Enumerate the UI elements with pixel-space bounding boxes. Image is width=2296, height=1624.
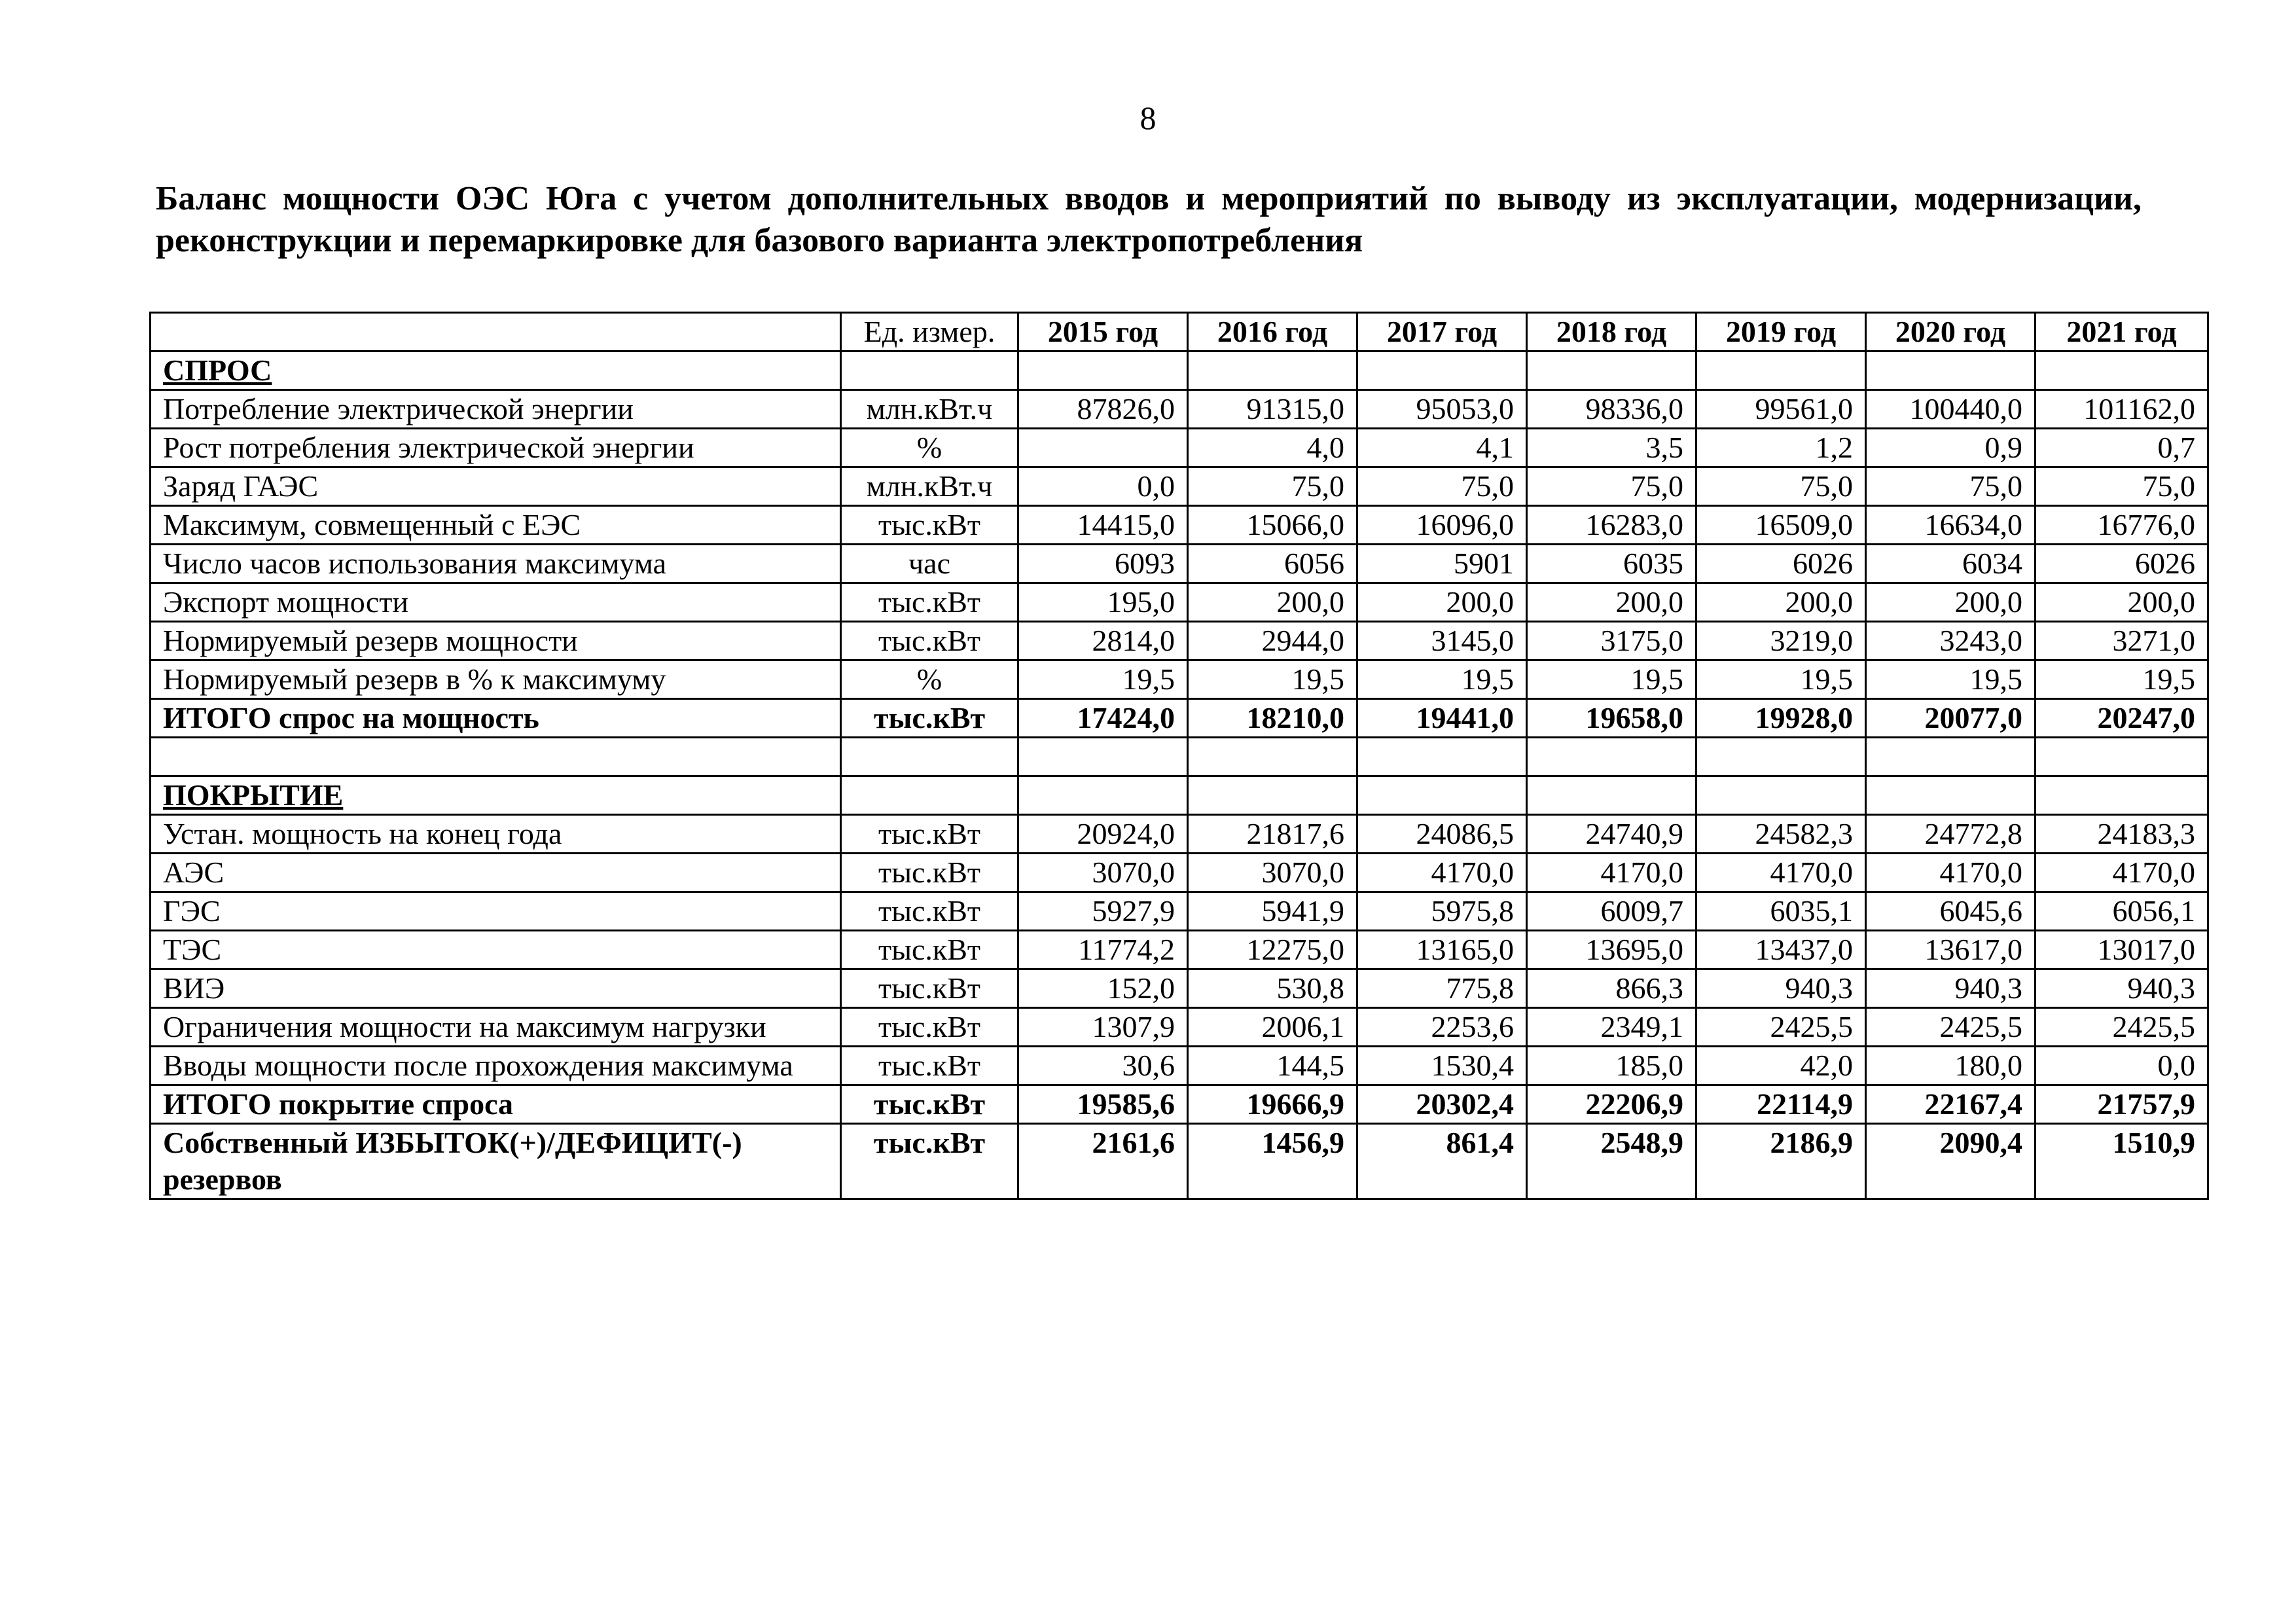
value-cell: [1357, 738, 1527, 776]
value-cell: 13617,0: [1866, 931, 2036, 969]
row-unit-cell: тыс.кВт: [841, 931, 1018, 969]
value-cell: 2814,0: [1018, 622, 1188, 660]
value-cell: 2006,1: [1188, 1008, 1357, 1047]
value-cell: 22114,9: [1696, 1085, 1866, 1124]
row-name-cell: Число часов использования максимума: [151, 545, 841, 583]
value-cell: [1866, 738, 2036, 776]
value-cell: 75,0: [1696, 467, 1866, 506]
row-name-cell: ПОКРЫТИЕ: [151, 776, 841, 815]
value-cell: 87826,0: [1018, 390, 1188, 429]
value-cell: [1018, 776, 1188, 815]
value-cell: 2425,5: [1696, 1008, 1866, 1047]
table-row: [151, 429, 2208, 467]
value-cell: 19,5: [1357, 660, 1527, 699]
value-cell: 200,0: [1696, 583, 1866, 622]
value-cell: 19,5: [2036, 660, 2208, 699]
page-number: 8: [1139, 99, 1157, 136]
value-cell: 2349,1: [1527, 1008, 1696, 1047]
value-cell: 2425,5: [1866, 1008, 2036, 1047]
header-year-2018: 2018 год: [1527, 313, 1696, 352]
value-cell: 4,0: [1188, 429, 1357, 467]
value-cell: [2036, 738, 2208, 776]
value-cell: 6026: [2036, 545, 2208, 583]
value-cell: 861,4: [1357, 1124, 1527, 1199]
row-unit-cell: час: [841, 545, 1018, 583]
row-unit-cell: тыс.кВт: [841, 1085, 1018, 1124]
table-row: [151, 969, 2208, 1008]
value-cell: [1527, 776, 1696, 815]
value-cell: 98336,0: [1527, 390, 1696, 429]
value-cell: 940,3: [2036, 969, 2208, 1008]
value-cell: 15066,0: [1188, 506, 1357, 545]
value-cell: [1866, 776, 2036, 815]
total-row: [151, 1124, 2208, 1199]
row-unit-cell: %: [841, 660, 1018, 699]
value-cell: [1018, 352, 1188, 390]
value-cell: 17424,0: [1018, 699, 1188, 738]
value-cell: 6035: [1527, 545, 1696, 583]
table-row: [151, 583, 2208, 622]
table-row: [151, 1047, 2208, 1085]
value-cell: 3175,0: [1527, 622, 1696, 660]
value-cell: 21757,9: [2036, 1085, 2208, 1124]
table-row: [151, 467, 2208, 506]
row-name-cell: [151, 738, 841, 776]
row-name-cell: Ограничения мощности на максимум нагрузки: [151, 1008, 841, 1047]
value-cell: 3243,0: [1866, 622, 2036, 660]
value-cell: 2548,9: [1527, 1124, 1696, 1199]
value-cell: 1,2: [1696, 429, 1866, 467]
value-cell: 16283,0: [1527, 506, 1696, 545]
row-unit-cell: тыс.кВт: [841, 699, 1018, 738]
value-cell: [1527, 738, 1696, 776]
value-cell: 0,0: [2036, 1047, 2208, 1085]
row-name-cell: Нормируемый резерв в % к максимуму: [151, 660, 841, 699]
value-cell: 101162,0: [2036, 390, 2208, 429]
value-cell: 4170,0: [1527, 854, 1696, 892]
value-cell: [2036, 776, 2208, 815]
value-cell: 18210,0: [1188, 699, 1357, 738]
table-row: [151, 892, 2208, 931]
value-cell: 16509,0: [1696, 506, 1866, 545]
value-cell: 1530,4: [1357, 1047, 1527, 1085]
row-unit-cell: [841, 776, 1018, 815]
value-cell: [2036, 352, 2208, 390]
value-cell: 20924,0: [1018, 815, 1188, 854]
value-cell: 3219,0: [1696, 622, 1866, 660]
value-cell: 2090,4: [1866, 1124, 2036, 1199]
value-cell: 20077,0: [1866, 699, 2036, 738]
value-cell: 19,5: [1018, 660, 1188, 699]
value-cell: 4,1: [1357, 429, 1527, 467]
value-cell: 144,5: [1188, 1047, 1357, 1085]
value-cell: 19,5: [1866, 660, 2036, 699]
value-cell: 3271,0: [2036, 622, 2208, 660]
total-row: [151, 1085, 2208, 1124]
value-cell: 14415,0: [1018, 506, 1188, 545]
row-name-cell: ИТОГО спрос на мощность: [151, 699, 841, 738]
value-cell: 2161,6: [1018, 1124, 1188, 1199]
value-cell: 0,9: [1866, 429, 2036, 467]
value-cell: 6093: [1018, 545, 1188, 583]
table-row: [151, 931, 2208, 969]
value-cell: 3,5: [1527, 429, 1696, 467]
value-cell: 13165,0: [1357, 931, 1527, 969]
value-cell: [1018, 738, 1188, 776]
value-cell: 19,5: [1188, 660, 1357, 699]
value-cell: 940,3: [1866, 969, 2036, 1008]
value-cell: 19658,0: [1527, 699, 1696, 738]
value-cell: 75,0: [1357, 467, 1527, 506]
value-cell: 13695,0: [1527, 931, 1696, 969]
value-cell: 200,0: [2036, 583, 2208, 622]
value-cell: 5975,8: [1357, 892, 1527, 931]
table-row: [151, 854, 2208, 892]
value-cell: 2944,0: [1188, 622, 1357, 660]
row-unit-cell: %: [841, 429, 1018, 467]
row-unit-cell: млн.кВт.ч: [841, 390, 1018, 429]
value-cell: 75,0: [1188, 467, 1357, 506]
value-cell: [1696, 738, 1866, 776]
value-cell: 75,0: [1527, 467, 1696, 506]
row-name-cell: Устан. мощность на конец года: [151, 815, 841, 854]
table-row: [151, 390, 2208, 429]
value-cell: 1307,9: [1018, 1008, 1188, 1047]
value-cell: 11774,2: [1018, 931, 1188, 969]
value-cell: 5901: [1357, 545, 1527, 583]
value-cell: 0,0: [1018, 467, 1188, 506]
row-name-cell: ГЭС: [151, 892, 841, 931]
value-cell: 99561,0: [1696, 390, 1866, 429]
value-cell: 12275,0: [1188, 931, 1357, 969]
value-cell: 24740,9: [1527, 815, 1696, 854]
value-cell: 24582,3: [1696, 815, 1866, 854]
value-cell: 1456,9: [1188, 1124, 1357, 1199]
row-name-cell: Максимум, совмещенный с ЕЭС: [151, 506, 841, 545]
value-cell: 4170,0: [1357, 854, 1527, 892]
value-cell: 19666,9: [1188, 1085, 1357, 1124]
total-row: [151, 699, 2208, 738]
value-cell: 16776,0: [2036, 506, 2208, 545]
value-cell: 866,3: [1527, 969, 1696, 1008]
row-name-cell: Нормируемый резерв мощности: [151, 622, 841, 660]
row-unit-cell: тыс.кВт: [841, 583, 1018, 622]
table-row: [151, 815, 2208, 854]
row-name-cell: АЭС: [151, 854, 841, 892]
value-cell: 20247,0: [2036, 699, 2208, 738]
header-year-2020: 2020 год: [1866, 313, 2036, 352]
value-cell: 75,0: [1866, 467, 2036, 506]
value-cell: 24086,5: [1357, 815, 1527, 854]
value-cell: 185,0: [1527, 1047, 1696, 1085]
value-cell: 22167,4: [1866, 1085, 2036, 1124]
row-unit-cell: [841, 738, 1018, 776]
value-cell: 3070,0: [1018, 854, 1188, 892]
value-cell: 180,0: [1866, 1047, 2036, 1085]
row-name-cell: Потребление электрической энергии: [151, 390, 841, 429]
value-cell: [1188, 738, 1357, 776]
value-cell: 13017,0: [2036, 931, 2208, 969]
table-row: [151, 660, 2208, 699]
value-cell: 530,8: [1188, 969, 1357, 1008]
row-unit-cell: тыс.кВт: [841, 854, 1018, 892]
row-name-cell: ВИЭ: [151, 969, 841, 1008]
value-cell: 95053,0: [1357, 390, 1527, 429]
value-cell: 75,0: [2036, 467, 2208, 506]
value-cell: 16634,0: [1866, 506, 2036, 545]
value-cell: 100440,0: [1866, 390, 2036, 429]
row-unit-cell: тыс.кВт: [841, 506, 1018, 545]
table-header-row: [151, 313, 2208, 352]
row-unit-cell: тыс.кВт: [841, 969, 1018, 1008]
value-cell: 5927,9: [1018, 892, 1188, 931]
value-cell: 19441,0: [1357, 699, 1527, 738]
value-cell: 152,0: [1018, 969, 1188, 1008]
value-cell: [1018, 429, 1188, 467]
value-cell: 21817,6: [1188, 815, 1357, 854]
value-cell: 24772,8: [1866, 815, 2036, 854]
value-cell: 42,0: [1696, 1047, 1866, 1085]
value-cell: 6009,7: [1527, 892, 1696, 931]
value-cell: 4170,0: [1866, 854, 2036, 892]
section-row: [151, 776, 2208, 815]
value-cell: 775,8: [1357, 969, 1527, 1008]
value-cell: [1527, 352, 1696, 390]
row-unit-cell: тыс.кВт: [841, 815, 1018, 854]
power-balance-table: [149, 312, 2209, 1200]
value-cell: 22206,9: [1527, 1085, 1696, 1124]
value-cell: [1188, 352, 1357, 390]
value-cell: [1188, 776, 1357, 815]
value-cell: 6045,6: [1866, 892, 2036, 931]
value-cell: 91315,0: [1188, 390, 1357, 429]
value-cell: 19928,0: [1696, 699, 1866, 738]
row-name-cell: СПРОС: [151, 352, 841, 390]
value-cell: 6056: [1188, 545, 1357, 583]
header-year-2017: 2017 год: [1357, 313, 1527, 352]
value-cell: 2186,9: [1696, 1124, 1866, 1199]
row-unit-cell: тыс.кВт: [841, 1047, 1018, 1085]
header-year-2021: 2021 год: [2036, 313, 2208, 352]
value-cell: 200,0: [1188, 583, 1357, 622]
value-cell: [1357, 352, 1527, 390]
table-row: [151, 1008, 2208, 1047]
row-unit-cell: тыс.кВт: [841, 892, 1018, 931]
value-cell: 195,0: [1018, 583, 1188, 622]
value-cell: 13437,0: [1696, 931, 1866, 969]
value-cell: 200,0: [1527, 583, 1696, 622]
value-cell: 0,7: [2036, 429, 2208, 467]
row-name-cell: Заряд ГАЭС: [151, 467, 841, 506]
row-unit-cell: млн.кВт.ч: [841, 467, 1018, 506]
row-unit-cell: тыс.кВт: [841, 1124, 1018, 1199]
row-name-cell: ТЭС: [151, 931, 841, 969]
value-cell: 6035,1: [1696, 892, 1866, 931]
value-cell: [1866, 352, 2036, 390]
value-cell: 200,0: [1866, 583, 2036, 622]
value-cell: 3145,0: [1357, 622, 1527, 660]
table-row: [151, 622, 2208, 660]
value-cell: 20302,4: [1357, 1085, 1527, 1124]
value-cell: 6034: [1866, 545, 2036, 583]
row-unit-cell: тыс.кВт: [841, 1008, 1018, 1047]
value-cell: 200,0: [1357, 583, 1527, 622]
value-cell: 2425,5: [2036, 1008, 2208, 1047]
document-title: Баланс мощности ОЭС Юга с учетом дополнительных вводов и мероприятий по выводу из эксплуатации, модернизации, реконструкции и перемаркировке для базового варианта электропотребления: [156, 180, 2142, 259]
row-name-cell: Рост потребления электрической энергии: [151, 429, 841, 467]
value-cell: 6026: [1696, 545, 1866, 583]
value-cell: 19,5: [1527, 660, 1696, 699]
value-cell: 19585,6: [1018, 1085, 1188, 1124]
row-name-cell: Экспорт мощности: [151, 583, 841, 622]
table-row: [151, 506, 2208, 545]
row-name-cell: Вводы мощности после прохождения максимума: [151, 1047, 841, 1085]
empty-row: [151, 738, 2208, 776]
value-cell: 6056,1: [2036, 892, 2208, 931]
header-name-cell: [151, 313, 841, 352]
row-name-cell: ИТОГО покрытие спроса: [151, 1085, 841, 1124]
header-year-2015: 2015 год: [1018, 313, 1188, 352]
row-name-cell: Собственный ИЗБЫТОК(+)/ДЕФИЦИТ(-) резервов: [151, 1124, 841, 1199]
value-cell: 5941,9: [1188, 892, 1357, 931]
header-unit-cell: Ед. измер.: [841, 313, 1018, 352]
value-cell: 3070,0: [1188, 854, 1357, 892]
value-cell: 4170,0: [1696, 854, 1866, 892]
value-cell: 30,6: [1018, 1047, 1188, 1085]
value-cell: [1696, 776, 1866, 815]
value-cell: 24183,3: [2036, 815, 2208, 854]
row-unit-cell: [841, 352, 1018, 390]
value-cell: 1510,9: [2036, 1124, 2208, 1199]
section-row: [151, 352, 2208, 390]
value-cell: [1696, 352, 1866, 390]
row-unit-cell: тыс.кВт: [841, 622, 1018, 660]
header-year-2016: 2016 год: [1188, 313, 1357, 352]
value-cell: [1357, 776, 1527, 815]
value-cell: 4170,0: [2036, 854, 2208, 892]
value-cell: 16096,0: [1357, 506, 1527, 545]
value-cell: 940,3: [1696, 969, 1866, 1008]
table-row: [151, 545, 2208, 583]
value-cell: 2253,6: [1357, 1008, 1527, 1047]
header-year-2019: 2019 год: [1696, 313, 1866, 352]
value-cell: 19,5: [1696, 660, 1866, 699]
